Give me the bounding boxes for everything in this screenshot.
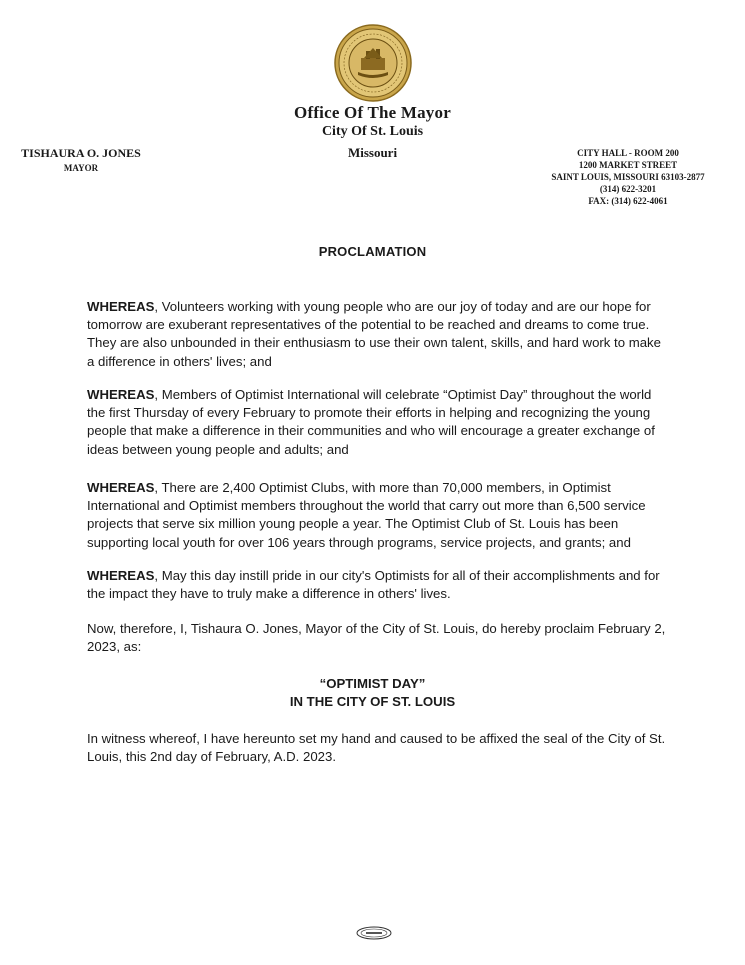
office-title: Office Of The Mayor bbox=[294, 103, 451, 122]
address-line: SAINT LOUIS, MISSOURI 63103-2877 bbox=[551, 172, 705, 182]
whereas-label: WHEREAS bbox=[87, 480, 155, 495]
address-line: 1200 MARKET STREET bbox=[578, 160, 678, 170]
address-block bbox=[538, 147, 718, 207]
city-seal-icon bbox=[334, 24, 412, 102]
now-therefore-paragraph: Now, therefore, I, Tishaura O. Jones, Mayor of the City of St. Louis, do hereby proclaim February 2, 2023, as: bbox=[87, 621, 666, 655]
paragraph-text: , Members of Optimist International will celebrate “Optimist Day” throughout the world the first Thursday of every February to promote their efforts in helping and recognizing the young people that make a difference in their communities and who will encourage a greater exchange of ideas between young people and adults; and bbox=[87, 387, 655, 457]
whereas-paragraph bbox=[87, 298, 667, 371]
whereas-label: WHEREAS bbox=[87, 568, 155, 583]
proclamation-heading: PROCLAMATION bbox=[318, 244, 427, 259]
whereas-paragraph bbox=[87, 386, 667, 459]
whereas-label: WHEREAS bbox=[87, 299, 155, 314]
witness-paragraph: In witness whereof, I have hereunto set my hand and caused to be affixed the seal of the City of St. Louis, this 2nd day of February, A.D. 2023. bbox=[87, 731, 666, 765]
paragraph-text: , There are 2,400 Optimist Clubs, with more than 70,000 members, in Optimist International and Optimist members throughout the world that carry out more than 6,500 service projects that serve six million young people a year. The Optimist Club of St. Louis has been supporting local youth for over 106 years through programs, service projects, and grants; and bbox=[87, 480, 646, 550]
union-label-icon bbox=[356, 926, 392, 940]
address-line: CITY HALL - ROOM 200 bbox=[577, 148, 679, 158]
office-state: Missouri bbox=[347, 145, 398, 160]
mayor-title: MAYOR bbox=[63, 163, 99, 173]
whereas-paragraph bbox=[87, 479, 667, 552]
declaration-subtitle: IN THE CITY OF ST. LOUIS bbox=[289, 694, 456, 710]
mayor-block bbox=[16, 146, 146, 173]
whereas-label: WHEREAS bbox=[87, 387, 155, 402]
phone-line: (314) 622-3201 bbox=[599, 184, 657, 194]
declaration-title: “OPTIMIST DAY” bbox=[319, 676, 426, 691]
declaration bbox=[0, 675, 745, 712]
whereas-paragraph bbox=[87, 567, 667, 603]
fax-line: FAX: (314) 622-4061 bbox=[588, 196, 668, 206]
mayor-name: TISHAURA O. JONES bbox=[21, 146, 141, 160]
paragraph-text: , May this day instill pride in our city's Optimists for all of their accomplishments and for the impact they have to truly make a difference in others' lives. bbox=[87, 568, 660, 602]
paragraph-text: , Volunteers working with young people who are our joy of today and are our hope for tomorrow are exuberant representatives of the potential to be reached and dreams to come true. They are also unbounded in their enthusiasm to use their own talent, skills, and hard work to make a difference in others' lives; and bbox=[87, 299, 661, 369]
office-city: City Of St. Louis bbox=[321, 124, 424, 139]
